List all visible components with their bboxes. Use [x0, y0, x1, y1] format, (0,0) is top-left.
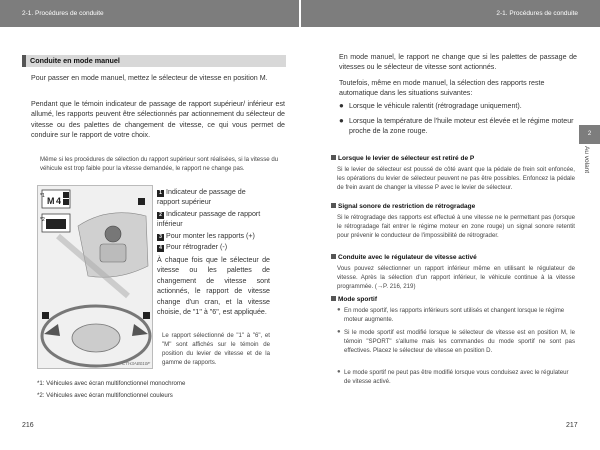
para-intro-1: En mode manuel, le rapport ne change que si les palettes de passage de vitesses ou le sélecteur de vitesse sont actionnés.	[339, 53, 577, 72]
gear-four-label: 4	[56, 196, 62, 206]
page-number-right: 217	[566, 422, 578, 429]
para-intro-2: Toutefois, même en mode manuel, la sélection des rapports reste automatique dans les situations suivantes:	[339, 79, 545, 98]
sub-title-1: Lorsque le levier de sélecteur est retiré de P	[331, 154, 577, 163]
page-number-left: 216	[22, 422, 34, 429]
sub-body-1: Si le levier de sélecteur est poussé de côté avant que la pédale de frein soit enfoncée, les opérations du levier de sélecteur peuvent ne pas être possibles. Enfoncez la pédale de frein avant de changer la vitesse P avec le levier de sélecteur.	[337, 166, 575, 192]
square-bullet	[331, 203, 336, 208]
shifter-illustration	[38, 186, 154, 370]
chapter-tab: 2	[579, 125, 600, 144]
legend-num-4: 4	[157, 245, 164, 252]
sub-body-3: Vous pouvez sélectionner un rapport inférieur même en utilisant le régulateur de vitesse. Après la sélection d'un rapport inférieur, le véhicule continue à la vitesse programmée. (→P. 216, 219)	[337, 265, 575, 291]
para-indicator: Pendant que le témoin indicateur de passage de rapport supérieur/ inférieur est allumé, les rapports peuvent être sélectionnés par actionnement du sélecteur de vitesse ou des palettes de changement de vitesse, ce qui vous permet de conduire sur le rapport de votre choix.	[31, 100, 285, 140]
legend-text-2: Indicateur passage de rapport inférieur	[157, 210, 261, 229]
star1-label: *1	[40, 193, 45, 199]
header-right: 2-1. Procédures de conduite	[301, 0, 600, 27]
chapter-label: Au volant	[583, 146, 590, 174]
footnote-1-mark: *1:	[37, 380, 45, 387]
footnote-1-text: Véhicules avec écran multifonctionnel monochrome	[46, 380, 186, 387]
sport-bullet-3: ● Le mode sportif ne peut pas être modifié lorsque vous conduisez avec le régulateur de vitesse activé.	[337, 368, 575, 386]
footnote-2-mark: *2:	[37, 392, 45, 399]
square-bullet	[331, 155, 336, 160]
sub-body-2: Si le rétrogradage des rapports est effectué à une vitesse ne le permettant pas (lorsque le rétrogradage fait entrer le régime moteur en zone rouge) un signal sonore retentit pour prévenir le conducteur de l'impossibilité de rétrograder.	[337, 214, 575, 240]
sub-title-4: Mode sportif	[331, 295, 577, 304]
sub-title-2: Signal sonore de restriction de rétrogradage	[331, 202, 577, 211]
legend-item-4	[157, 242, 269, 252]
header-left: 2-1. Procédures de conduite	[0, 0, 299, 27]
legend-num-2: 2	[157, 212, 164, 219]
diagram-caption: CTH3AB010F	[121, 361, 150, 366]
legend-note: Le rapport sélectionné de "1" à "6", et "M" sont affichés sur le témoin de position du levier de vitesse et de la gamme de rapports.	[162, 332, 270, 366]
legend-para: À chaque fois que le sélecteur de vitesse ou les palettes de changement de vitesse sont actionnés, le rapport de vitesse change d'un cran, et la vitesse choisie, de "1" à "6", est appliquée.	[157, 256, 270, 317]
auto-bullet-2: ● Lorsque la température de l'huile moteur est élevée et le régime moteur proche de la zone rouge.	[339, 116, 577, 137]
square-bullet	[331, 254, 336, 259]
legend-item-2	[157, 209, 269, 230]
legend-text-3: Pour monter les rapports (+)	[166, 232, 255, 240]
section-title: Conduite en mode manuel	[22, 55, 286, 67]
legend-item-3	[157, 231, 269, 241]
gear-diagram	[37, 185, 153, 369]
sub-title-3: Conduite avec le régulateur de vitesse activé	[331, 253, 577, 262]
footnote-2	[37, 392, 173, 399]
legend-item-1	[157, 187, 269, 208]
note-speed: Même si les procédures de sélection du rapport supérieur sont réalisées, si la vitesse du véhicule est trop faible pour la vitesse demandée, le rapport ne change pas.	[40, 156, 279, 172]
para-manual-mode: Pour passer en mode manuel, mettez le sélecteur de vitesse en position M.	[31, 74, 268, 82]
legend-text-4: Pour rétrograder (-)	[166, 243, 228, 251]
square-bullet	[331, 296, 336, 301]
m-label: M	[47, 196, 55, 206]
sport-bullet-1: ● En mode sportif, les rapports inférieurs sont utilisés et changent lorsque le régime moteur augmente.	[337, 306, 575, 324]
legend-num-1: 1	[157, 190, 164, 197]
footnote-1	[37, 380, 185, 387]
legend-text-1: Indicateur de passage de rapport supérieur	[157, 188, 246, 207]
legend-num-3: 3	[157, 234, 164, 241]
star2-label: *2	[40, 217, 45, 223]
auto-bullet-1: ● Lorsque le véhicule ralentit (rétrogradage uniquement).	[339, 101, 577, 111]
footnote-2-text: Véhicules avec écran multifonctionnel couleurs	[46, 392, 173, 399]
sport-bullet-2: ● Si le mode sportif est modifié lorsque le sélecteur de vitesse est en position M, le témoin "SPORT" s'allume mais les commandes du mode sportif ne sont pas effectives. Placez le sélecteur de vitesse en position D.	[337, 328, 575, 356]
